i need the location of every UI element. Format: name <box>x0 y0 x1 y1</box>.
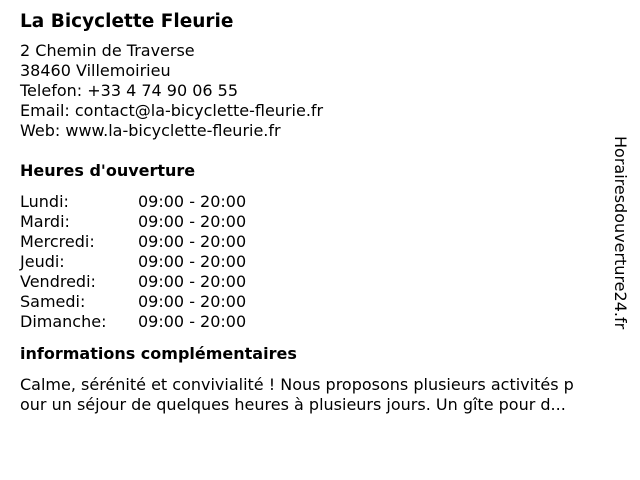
hours-row-thursday <box>20 252 246 272</box>
hours-row-sunday <box>20 312 246 332</box>
time-range: 09:00 - 20:00 <box>138 292 247 311</box>
time-range: 09:00 - 20:00 <box>138 212 247 231</box>
time-range: 09:00 - 20:00 <box>138 312 247 331</box>
phone-line[interactable]: Telefon: +33 4 74 90 06 55 <box>20 81 239 100</box>
address-street: 2 Chemin de Traverse <box>20 41 195 60</box>
info-description-line: our un séjour de quelques heures à plusieurs jours. Un gîte pour d... <box>20 395 566 414</box>
day-label: Mardi: <box>20 212 70 231</box>
hours-heading: Heures d'ouverture <box>20 161 196 180</box>
info-description-line: Calme, sérénité et convivialité ! Nous proposons plusieurs activités p <box>20 375 574 394</box>
site-watermark: Horairesdouverture24.fr <box>611 136 630 330</box>
hours-row-friday <box>20 272 246 292</box>
contact-block <box>20 41 620 141</box>
time-range: 09:00 - 20:00 <box>138 232 247 251</box>
hours-row-saturday <box>20 292 246 312</box>
day-label: Dimanche: <box>20 312 107 331</box>
time-range: 09:00 - 20:00 <box>138 252 247 271</box>
web-line[interactable]: Web: www.la-bicyclette-fleurie.fr <box>20 121 281 140</box>
opening-hours-table <box>20 192 246 332</box>
day-label: Vendredi: <box>20 272 96 291</box>
business-name: La Bicyclette Fleurie <box>20 11 234 32</box>
address-city: 38460 Villemoirieu <box>20 61 171 80</box>
day-label: Lundi: <box>20 192 69 211</box>
business-info-panel <box>20 10 620 415</box>
day-label: Jeudi: <box>20 252 65 271</box>
email-line[interactable]: Email: contact@la-bicyclette-fleurie.fr <box>20 101 324 120</box>
info-heading: informations complémentaires <box>20 344 297 363</box>
info-description <box>20 375 620 415</box>
time-range: 09:00 - 20:00 <box>138 272 247 291</box>
hours-row-wednesday <box>20 232 246 252</box>
day-label: Mercredi: <box>20 232 95 251</box>
time-range: 09:00 - 20:00 <box>138 192 247 211</box>
hours-row-monday <box>20 192 246 212</box>
day-label: Samedi: <box>20 292 86 311</box>
hours-row-tuesday <box>20 212 246 232</box>
